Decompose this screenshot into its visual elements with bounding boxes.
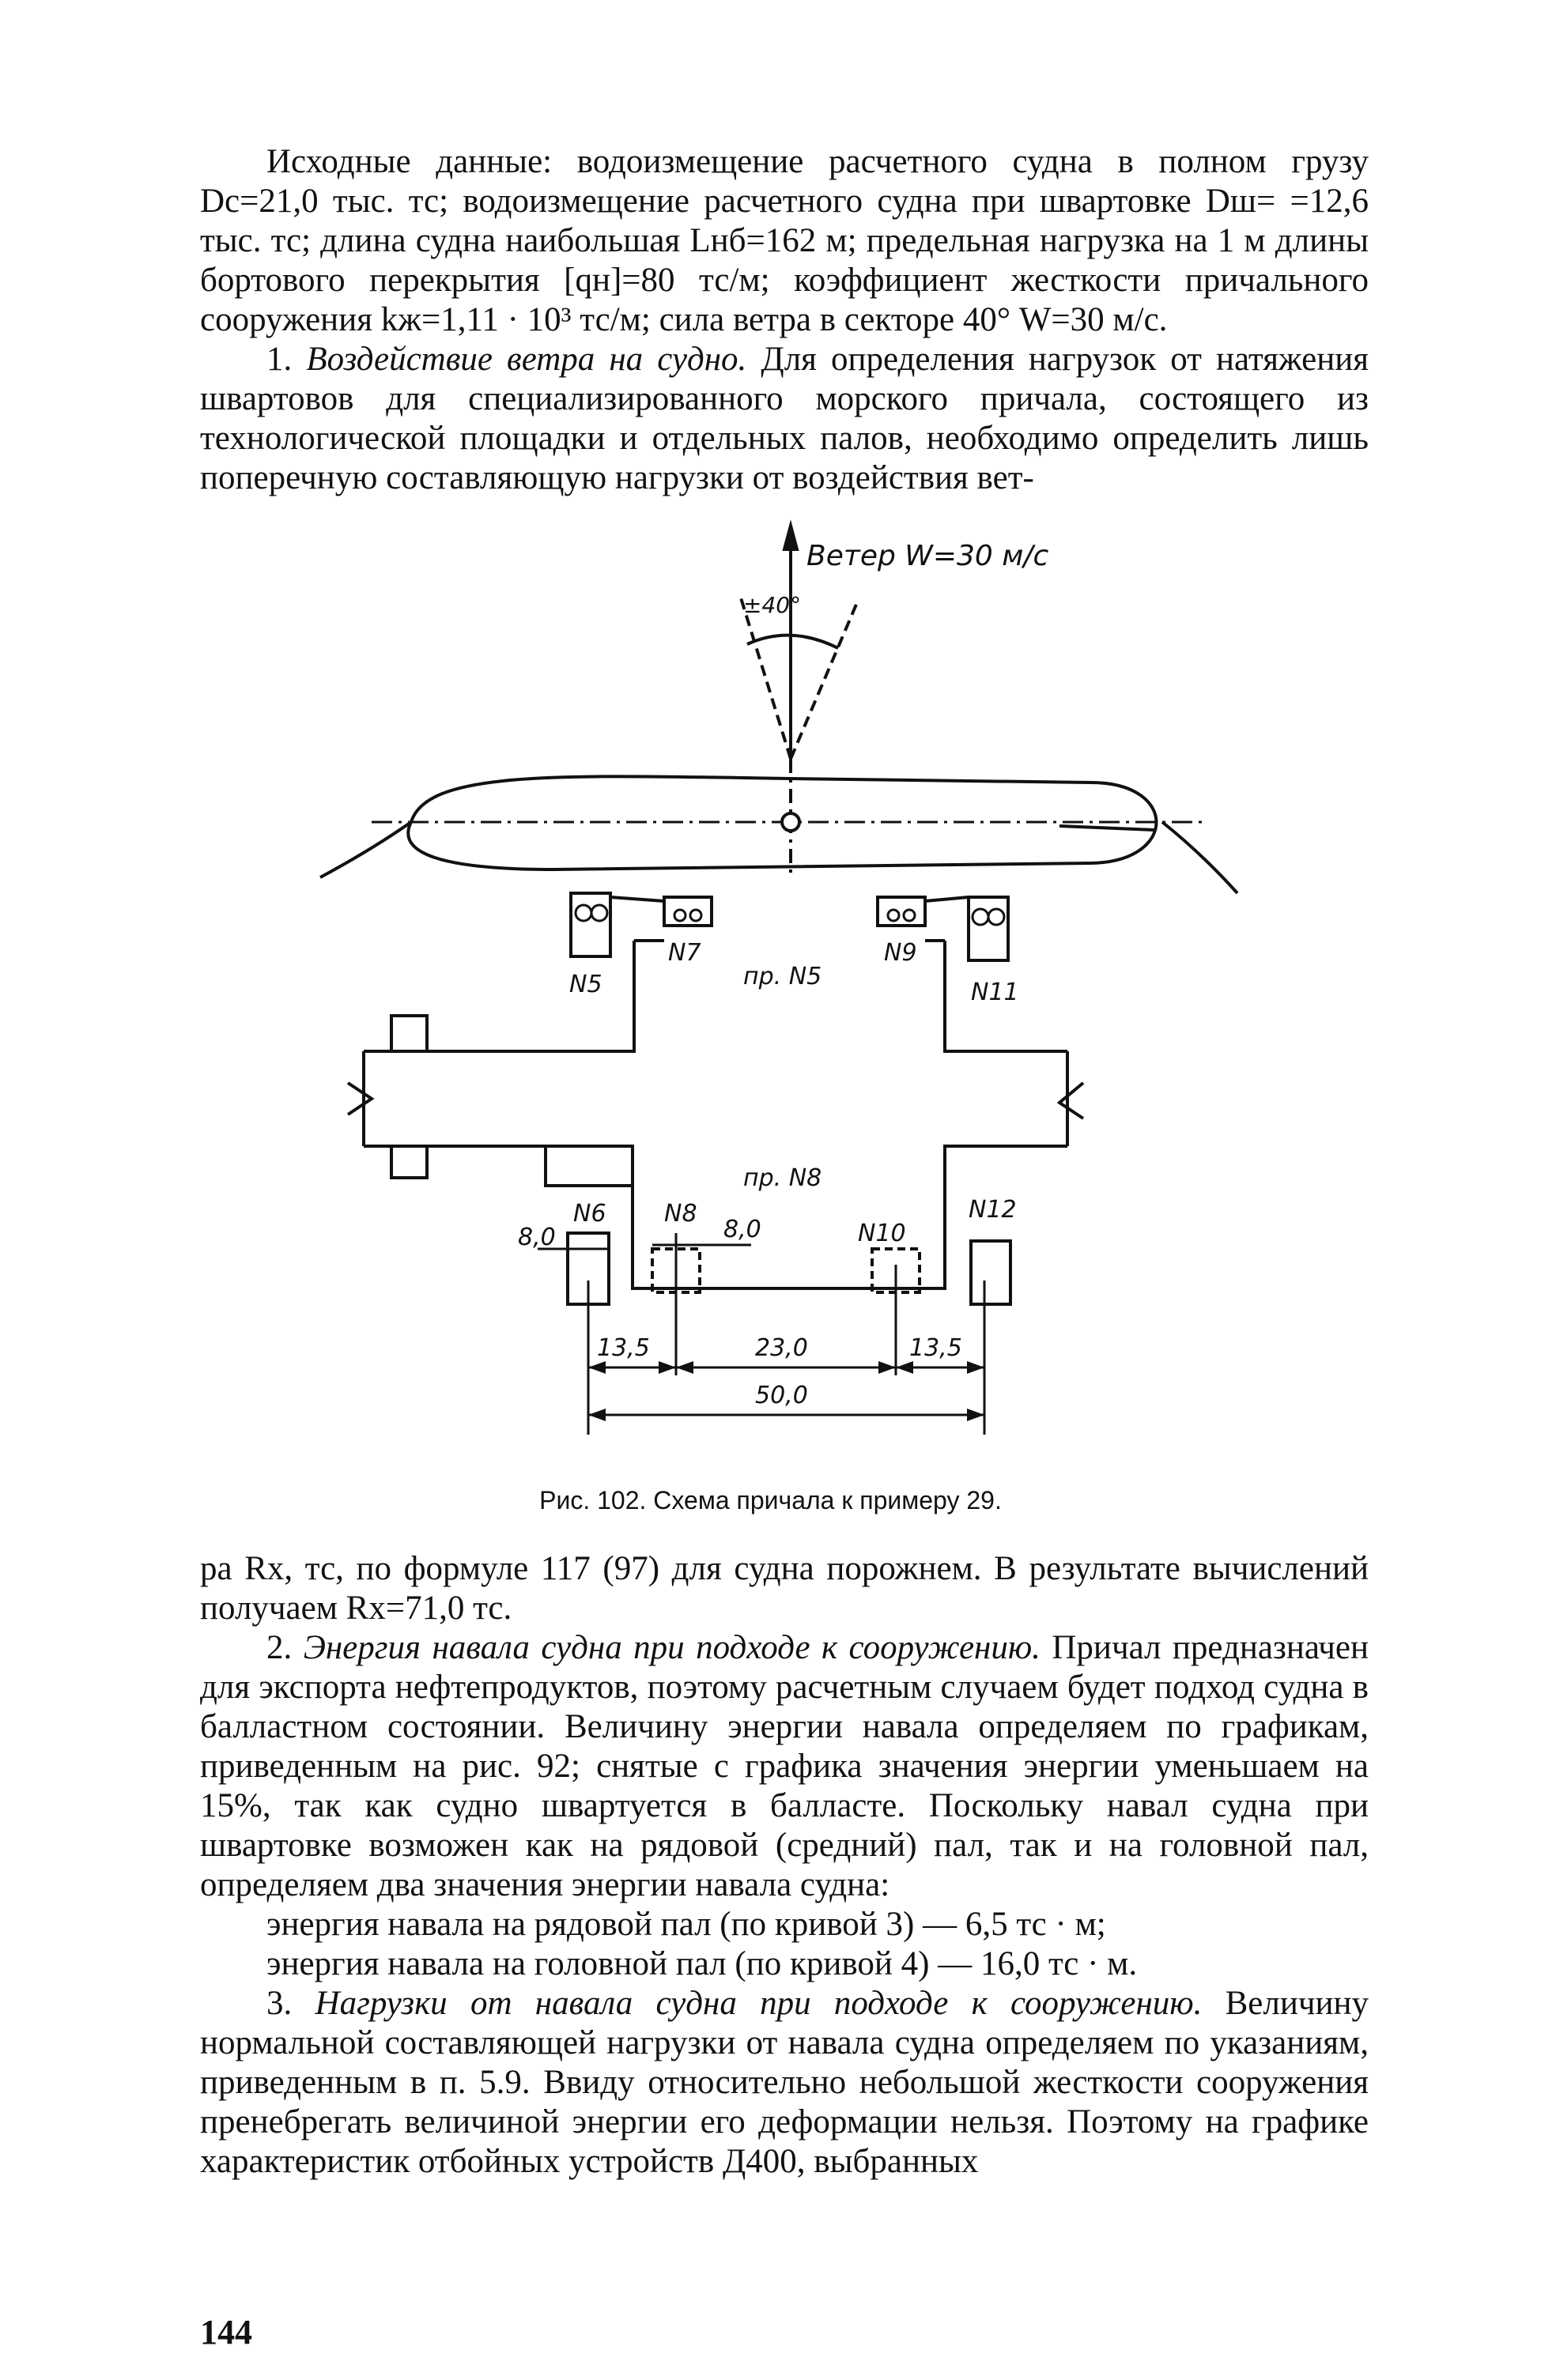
bottom-text-block <box>200 1549 1369 2182</box>
section-body: Для определения нагрузок от натяжения швартовов для специализированного морского причала, состоящего из технологической площадки и отдельных палов, необходимо определить лишь поперечную составляющую нагрузки от воздействия вет- <box>200 341 1369 496</box>
paragraph-rx-result: ра Rx, тс, по формуле 117 (97) для судна порожнем. В результате вычислений получаем Rx=71,0 тс. <box>200 1550 1369 1627</box>
mooring-line-left <box>320 822 411 877</box>
fender-n7 <box>664 897 712 926</box>
section-body: Причал предназначен для экспорта нефтепродуктов, поэтому расчетным случаем будет подход судна в балластном состоянии. Величину энергии навала определяем по графикам, приведенным на рис. 92; снятые с графика значения энергии уменьшаем на 15%, так как судно швартуется в балласте. Поскольку навал судна при швартовке возможен как на рядовой (средний) пал, так и на головной пал, определяем два значения энергии навала судна: <box>200 1629 1369 1903</box>
gangway-left <box>610 897 664 901</box>
break-mark-left <box>348 1083 372 1115</box>
dolphin-n12 <box>971 1241 1010 1304</box>
label-n9: N9 <box>884 939 917 967</box>
section-title: Энергия навала судна при подходе к сооружению. <box>303 1629 1041 1666</box>
section-body: Величину нормальной составляющей нагрузки от навала судна определяем по указаниям, приведенным в п. 5.9. Ввиду относительно небольшой жесткости сооружения пренебрегать величиной энергии его деформации нельзя. Поэтому на графике характеристик отбойных устройств Д400, выбранных <box>200 1985 1369 2180</box>
break-mark-right <box>1059 1083 1083 1118</box>
dolphin-n11 <box>969 897 1008 960</box>
list-item-ordinary-dolphin: энергия навала на рядовой пал (по кривой 3) — 6,5 тс · м; <box>266 1906 1106 1943</box>
section-number: 2. <box>266 1629 293 1666</box>
paragraph-impact-energy <box>200 1628 1369 1905</box>
berth-scheme-figure <box>0 506 1541 1439</box>
label-platform-n5: пр. N5 <box>743 963 822 990</box>
ship-center-mark <box>782 813 799 831</box>
gangway-right <box>925 897 969 901</box>
top-text-block <box>200 142 1369 498</box>
dim-label-13-5-right: 13,5 <box>909 1334 962 1362</box>
label-n8: N8 <box>664 1200 697 1228</box>
dim-label-8-mid: 8,0 <box>723 1216 761 1243</box>
wind-label: Ветер W=30 м/с <box>806 540 1049 572</box>
list-item-head-dolphin: энергия навала на головной пал (по кривой 4) — 16,0 тс · м. <box>266 1945 1138 1982</box>
dim-label-13-5-left: 13,5 <box>597 1334 650 1362</box>
paragraph-impact-loads <box>200 1984 1369 2182</box>
fender-n9 <box>878 897 925 926</box>
paragraph-initial-data: Исходные данные: водоизмещение расчетного судна в полном грузу Dс=21,0 тыс. тс; водоизмещение расчетного судна при швартовке Dш= =12,6 тыс. тс; длина судна наибольшая Lнб=162 м; предельная нагрузка на 1 м длины бортового перекрытия [qн]=80 тс/м; коэффициент жесткости причального сооружения kж=1,11 · 10³ тс/м; сила ветра в секторе 40° W=30 м/с. <box>200 143 1369 338</box>
section-title: Воздействие ветра на судно. <box>306 341 747 378</box>
section-title: Нагрузки от навала судна при подходе к сооружению. <box>315 1985 1203 2022</box>
trestle-post-top <box>391 1016 427 1051</box>
label-n12: N12 <box>969 1196 1017 1224</box>
dim-label-8-left: 8,0 <box>518 1224 556 1251</box>
fender-circles <box>576 905 1004 925</box>
trestle-block <box>546 1146 633 1186</box>
sector-arc <box>747 636 838 648</box>
section-number: 1. <box>266 341 293 378</box>
page-number: 144 <box>200 2313 252 2352</box>
section-number: 3. <box>266 1985 293 2022</box>
sector-line-right <box>791 601 858 759</box>
dim-label-23: 23,0 <box>755 1334 808 1362</box>
figure-caption: Рис. 102. Схема причала к примеру 29. <box>539 1486 1002 1514</box>
label-platform-n8: пр. N8 <box>743 1164 822 1192</box>
label-n5: N5 <box>569 971 602 998</box>
label-n10: N10 <box>858 1220 906 1247</box>
mooring-line-right <box>1162 822 1237 893</box>
trestle-post-bottom <box>391 1146 427 1178</box>
wind-arrow-head <box>784 526 797 549</box>
label-n7: N7 <box>668 939 701 967</box>
dolphin-n5 <box>571 893 610 956</box>
angle-label: ±40° <box>743 592 802 618</box>
mooring-line-fore <box>1059 826 1154 830</box>
label-n11: N11 <box>971 979 1019 1006</box>
dim-label-50: 50,0 <box>755 1382 808 1409</box>
paragraph-wind-effect <box>200 340 1369 498</box>
label-n6: N6 <box>573 1200 606 1228</box>
